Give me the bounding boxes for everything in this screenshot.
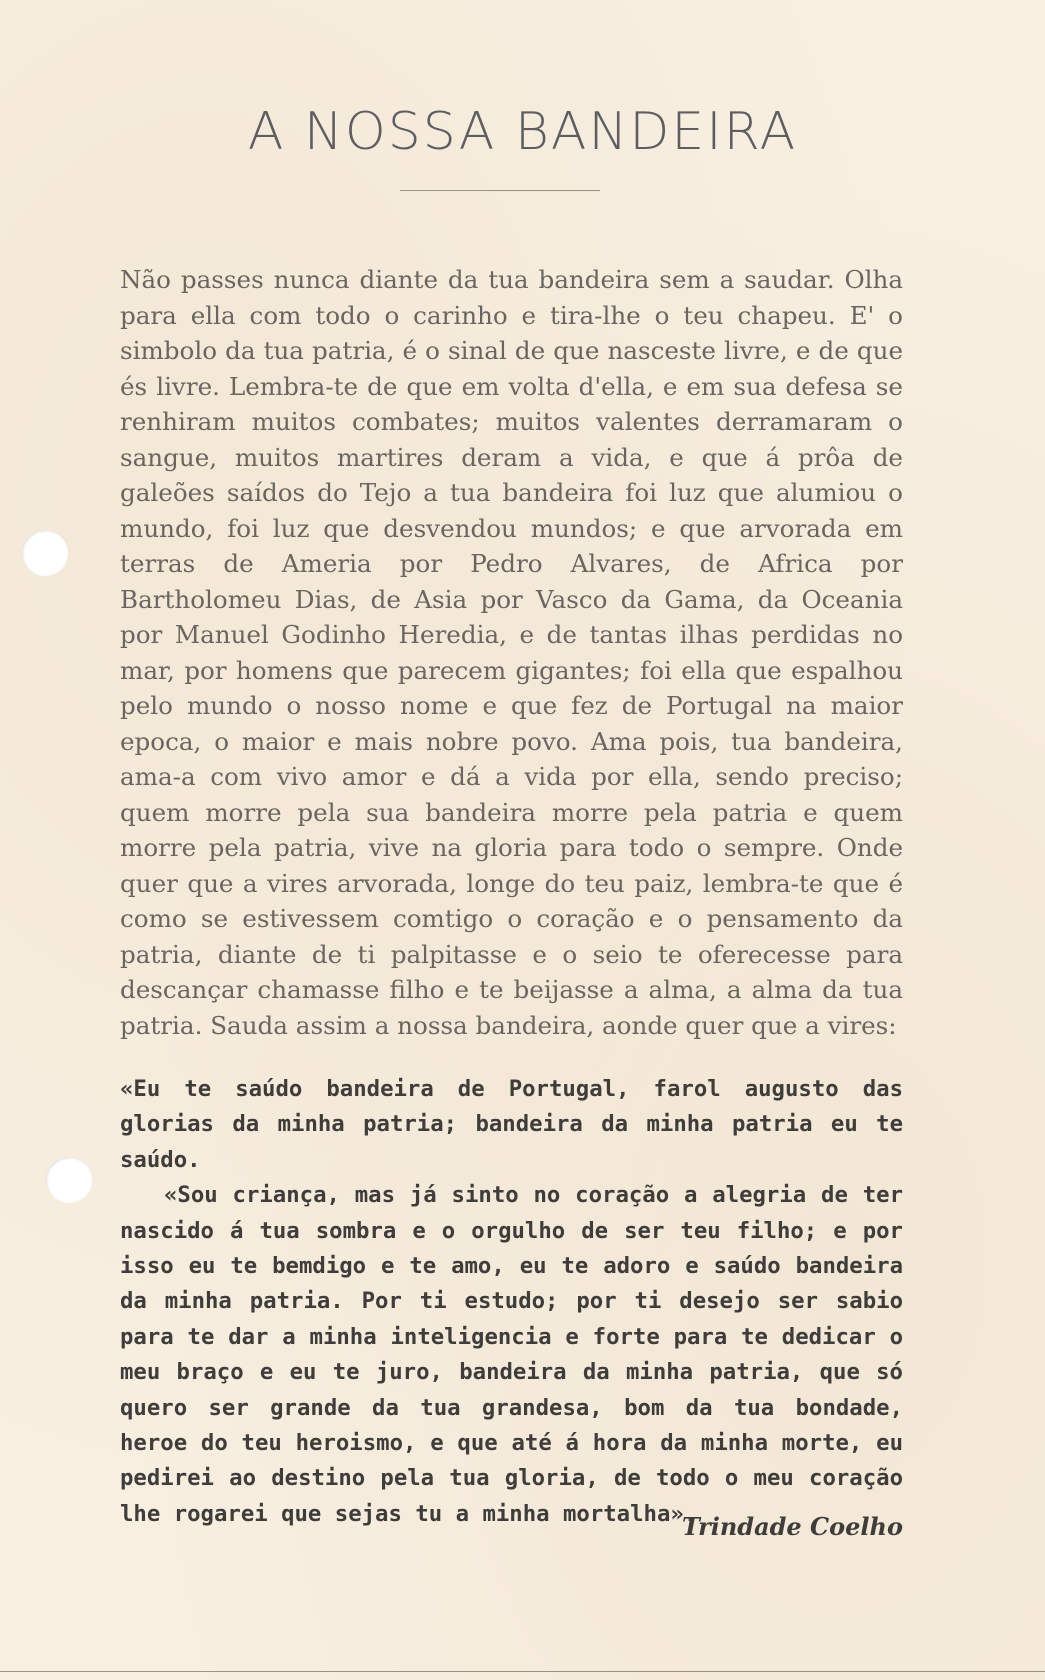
title-divider: [400, 190, 600, 191]
oath-paragraph-2: «Sou criança, mas já sinto no coração a alegria de ter nascido á tua sombra e o orgulho de ser teu filho; e por isso eu te bemdigo e te amo, eu te adoro e saúdo bandeira da minha patria. Por ti estudo; por ti desejo ser sabio para te dar a minha inteligencia e forte para te dedicar o meu braço e eu te juro, bandeira da minha patria, que só quero ser grande da tua grandesa, bom da tua bondade, heroe do teu heroismo, e que até á hora da minha morte, eu pedirei ao destino pela tua gloria, de todo o meu coração lhe rogarei que sejas tu a minha mortalha».: [120, 1182, 903, 1527]
punch-hole: [46, 1157, 92, 1203]
page-bottom-edge: [0, 1671, 1045, 1672]
author-signature: Trindade Coelho: [681, 1512, 903, 1541]
page-title: A NOSSA BANDEIRA: [247, 102, 798, 162]
body-paragraph: Não passes nunca diante da tua bandeira sem a saudar. Olha para ella com todo o carinho e tira-lhe o teu chapeu. E' o simbolo da tua patria, é o sinal de que nasceste livre, e de que és livre. Lembra-te de que em volta d'ella, e em sua defesa se renhiram muitos combates; muitos valentes derramaram o sangue, muitos martires deram a vida, e que á prôa de galeões saídos do Tejo a tua bandeira foi luz que alumiou o mundo, foi luz que desvendou mundos; e que arvorada em terras de Ameria por Pedro Alvares, de Africa por Bartholomeu Dias, de Asia por Vasco da Gama, da Oceania por Manuel Godinho Heredia, e de tantas ilhas perdidas no mar, por homens que parecem gigantes; foi ella que espalhou pelo mundo o nosso nome e que fez de Portugal na maior epoca, o maior e mais nobre povo. Ama pois, tua bandeira, ama-a com vivo amor e dá a vida por ella, sendo preciso; quem morre pela sua bandeira morre pela patria e quem morre pela patria, vive na gloria para todo o sempre. Onde quer que a vires arvorada, longe do teu paiz, lembra-te que é como se estivessem comtigo o coração e o pensamento da patria, diante de ti palpitasse e o seio te oferecesse para descançar chamasse filho e te beijasse a alma, a alma da tua patria. Sauda assim a nossa bandeira, aonde quer que a vires:: [120, 265, 903, 1040]
punch-hole: [22, 530, 68, 576]
oath-paragraph-1: «Eu te saúdo bandeira de Portugal, farol augusto das glorias da minha patria; bandeira da minha patria eu te saúdo.: [120, 1076, 903, 1173]
flag-oath: [120, 1072, 903, 1532]
